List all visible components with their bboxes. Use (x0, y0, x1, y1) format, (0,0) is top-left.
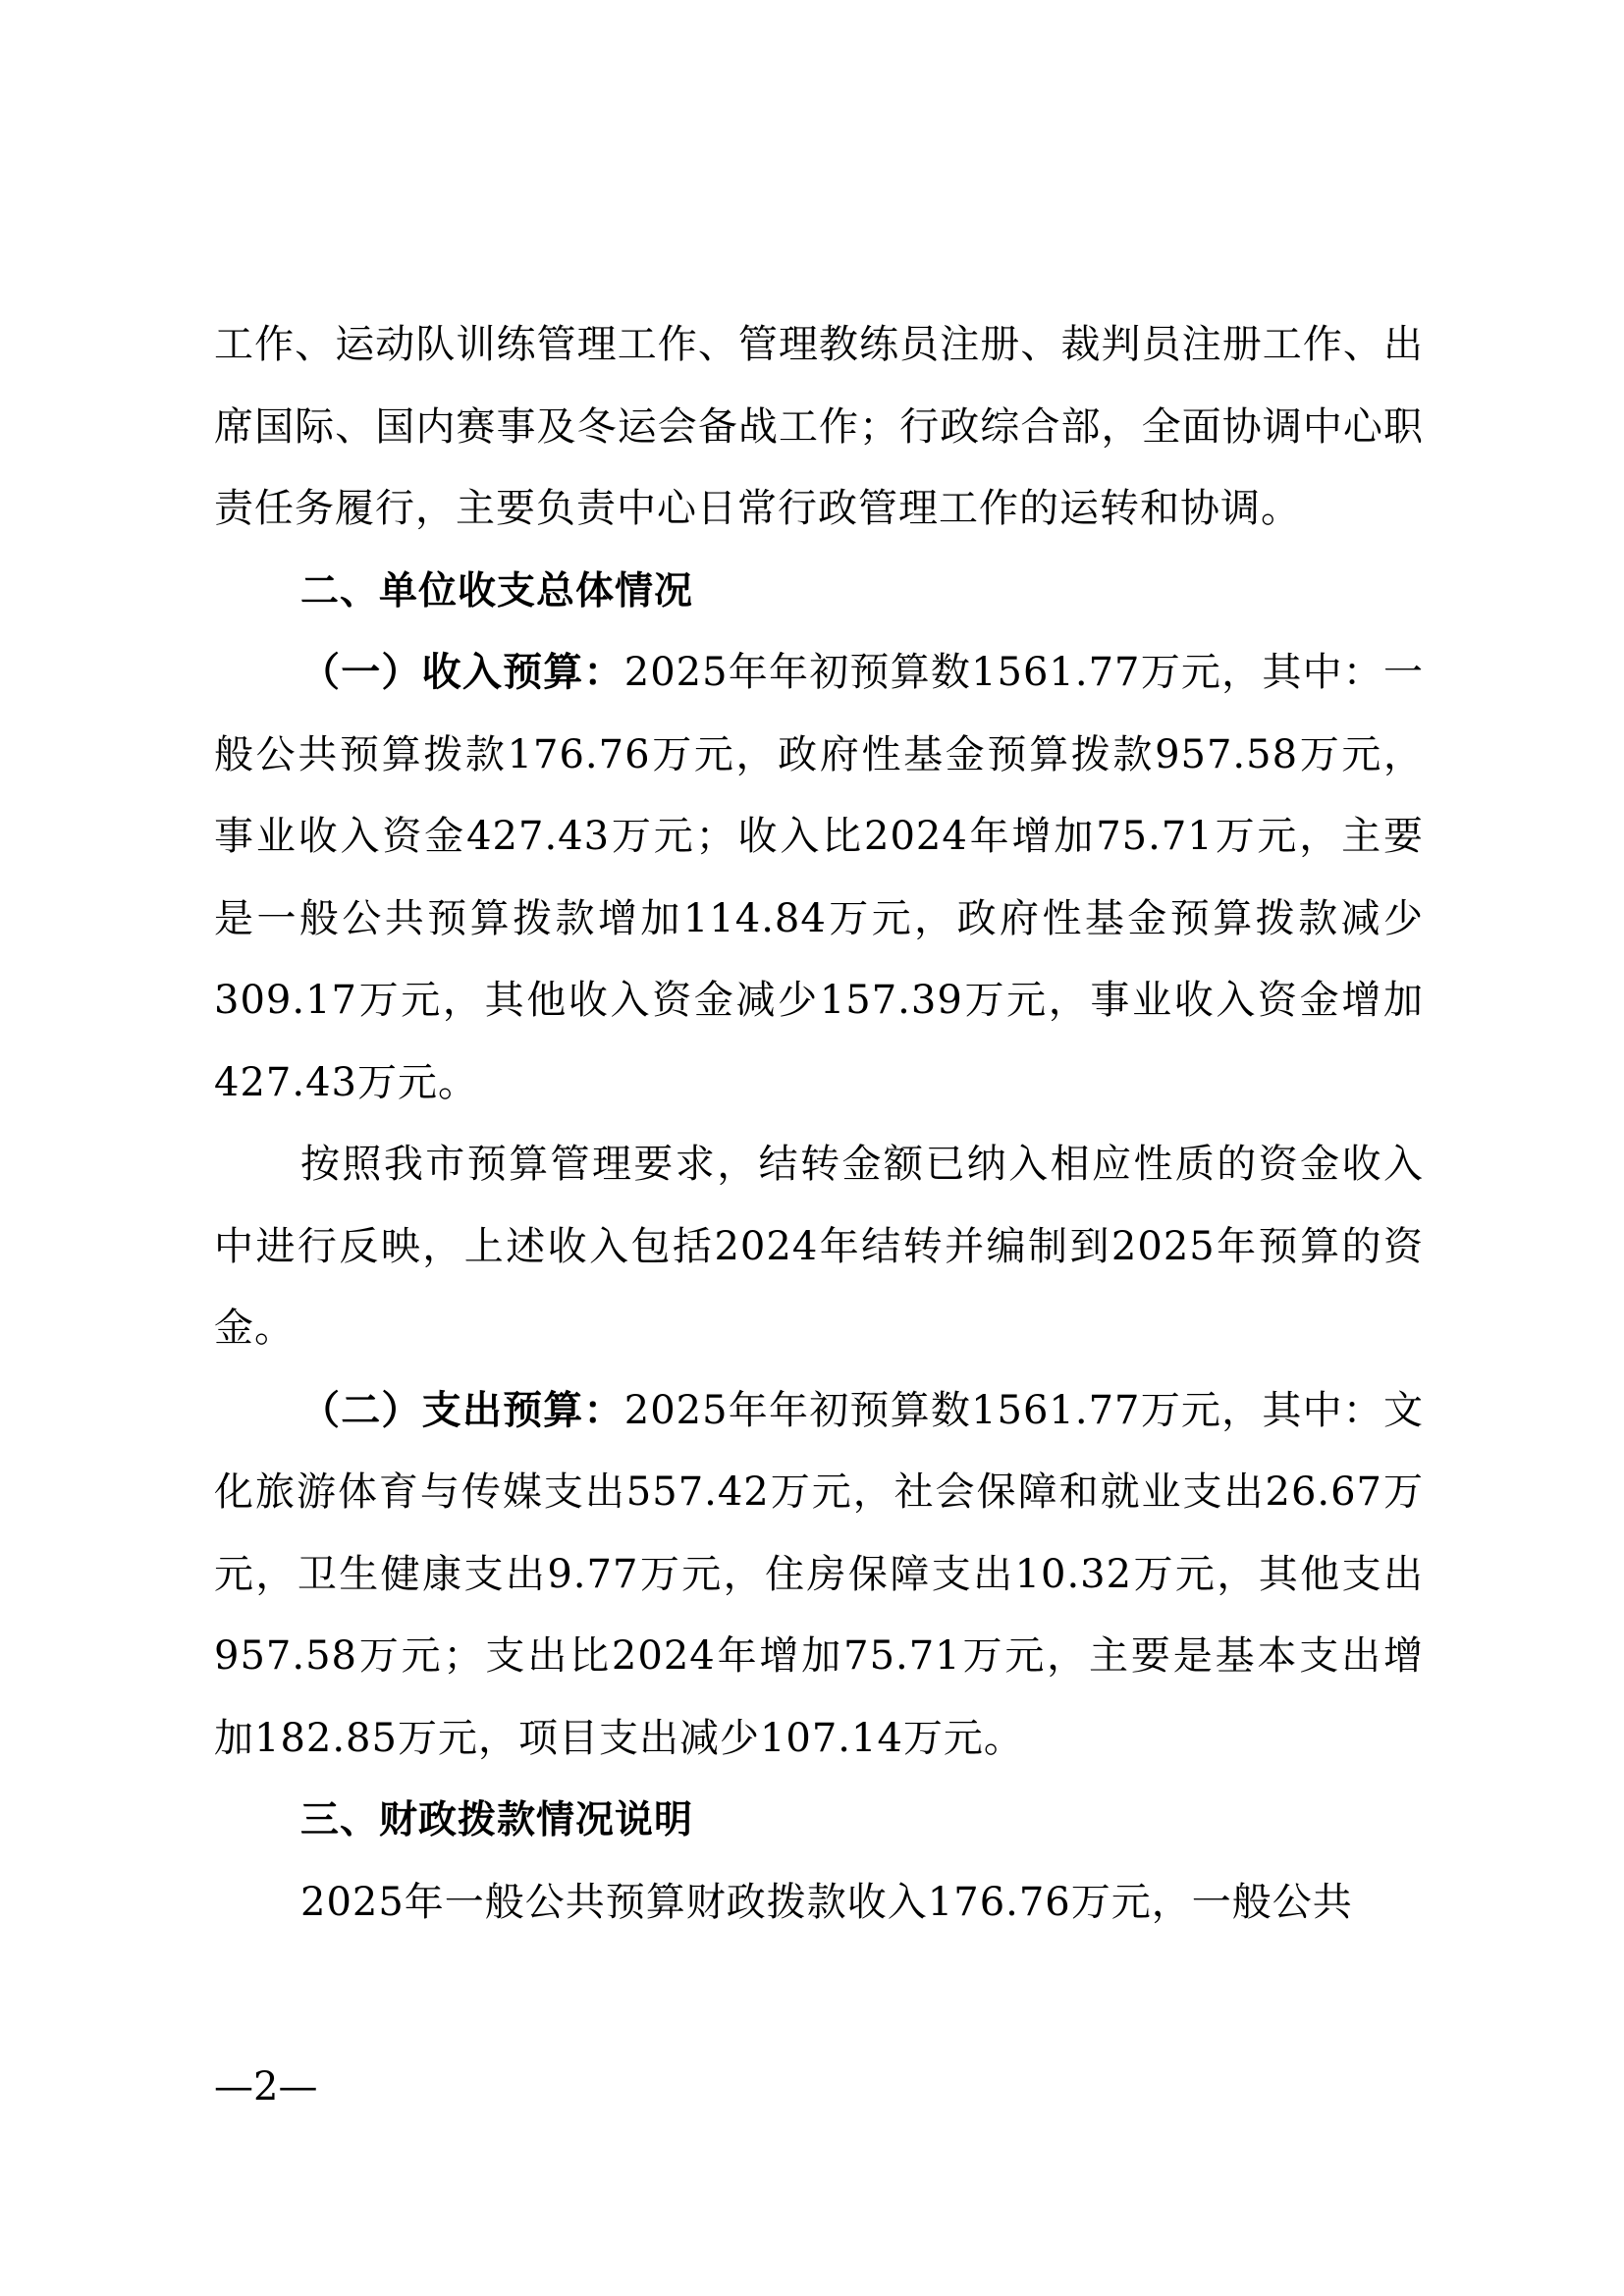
page-number: —2— (214, 2064, 318, 2109)
document-body (214, 304, 1424, 1944)
paragraph-expenditure-budget (214, 1370, 1424, 1781)
income-budget-text: 2025年年初预算数1561.77万元，其中：一般公共预算拨款176.76万元，政府性基金预算拨款957.58万元，事业收入资金427.43万元；收入比2024年增加75.71万元，主要是一般公共预算拨款增加114.84万元，政府性基金预算拨款减少309.17万元，其他收入资金减少157.39万元，事业收入资金增加427.43万元。 (214, 650, 1424, 1105)
section-heading-fiscal-appropriation: 三、财政拨款情况说明 (300, 1798, 694, 1842)
paragraph-income-budget (214, 632, 1424, 1124)
paragraph-fiscal-appropriation: 2025年一般公共预算财政拨款收入176.76万元，一般公共 (300, 1879, 1353, 1925)
income-budget-label: （一）收入预算： (300, 650, 624, 695)
expenditure-budget-text: 2025年年初预算数1561.77万元，其中：文化旅游体育与传媒支出557.42万元，社会保障和就业支出26.67万元，卫生健康支出9.77万元，住房保障支出10.32万元，其他支出957.58万元；支出比2024年增加75.71万元，主要是基本支出增加182.85万元，项目支出减少107.14万元。 (214, 1387, 1424, 1761)
paragraph-carryover-note: 按照我市预算管理要求，结转金额已纳入相应性质的资金收入中进行反映，上述收入包括2024年结转并编制到2025年预算的资金。 (214, 1142, 1424, 1351)
expenditure-budget-label: （二）支出预算： (300, 1387, 624, 1433)
section-heading-overall-budget: 二、单位收支总体情况 (300, 568, 694, 614)
paragraph-department-duties: 工作、运动队训练管理工作、管理教练员注册、裁判员注册工作、出席国际、国内赛事及冬运会备战工作；行政综合部，全面协调中心职责任务履行，主要负责中心日常行政管理工作的运转和协调。 (214, 322, 1424, 531)
